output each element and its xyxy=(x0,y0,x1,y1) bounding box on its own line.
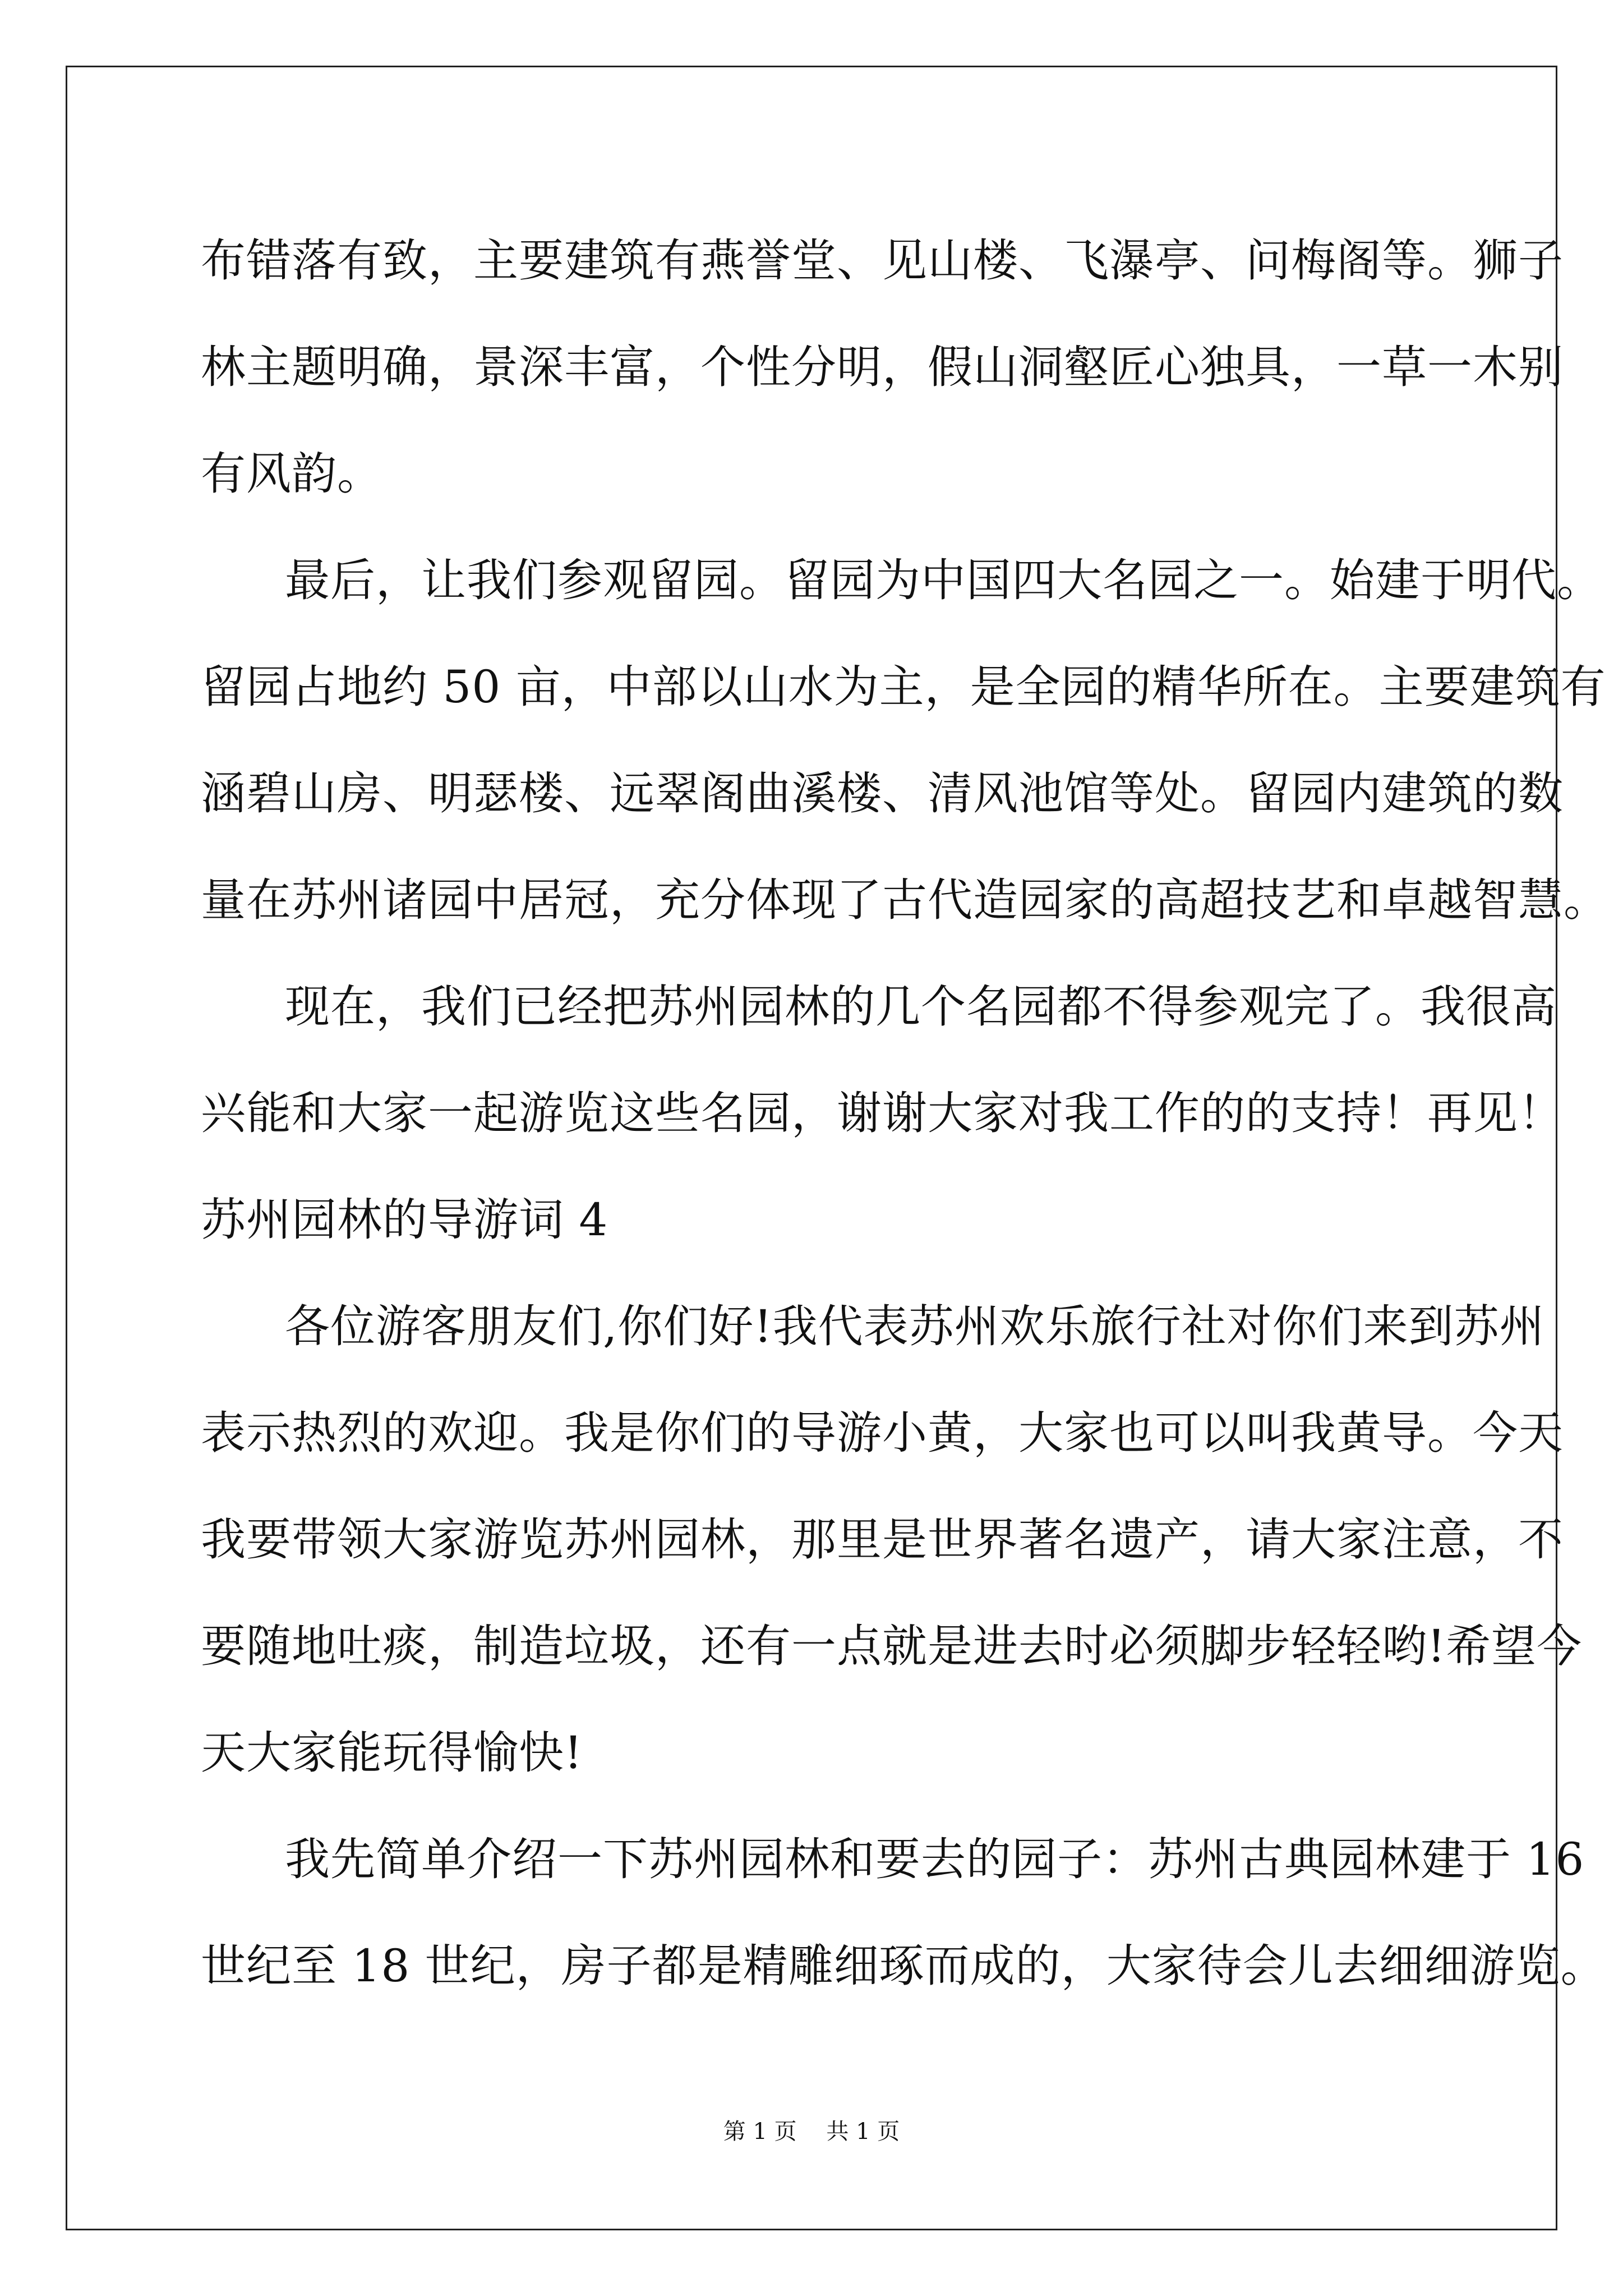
text-line: 世纪至 18 世纪，房子都是精雕细琢而成的，大家待会儿去细细游览。 xyxy=(201,1940,1606,1992)
paragraph-start-line: 现在，我们已经把苏州园林的几个名园都不得参观完了。我很高 xyxy=(285,981,1557,1033)
text-line: 布错落有致，主要建筑有燕誉堂、见山楼、飞瀑亭、问梅阁等。狮子 xyxy=(201,234,1564,287)
paragraph-start-line: 各位游客朋友们,你们好!我代表苏州欢乐旅行社对你们来到苏州 xyxy=(285,1300,1545,1352)
page-total: 共 1 页 xyxy=(826,2119,900,2145)
text-line: 我要带领大家游览苏州园林，那里是世界著名遗产，请大家注意，不 xyxy=(201,1513,1564,1566)
paragraph-start-line: 最后，让我们参观留园。留园为中国四大名园之一。始建于明代。 xyxy=(285,554,1602,606)
document-body xyxy=(201,208,1609,2019)
text-line: 表示热烈的欢迎。我是你们的导游小黄，大家也可以叫我黄导。今天 xyxy=(201,1407,1564,1459)
text-line: 天大家能玩得愉快! xyxy=(201,1727,583,1779)
text-line: 涵碧山房、明瑟楼、远翠阁曲溪楼、清风池馆等处。留园内建筑的数 xyxy=(201,767,1564,820)
text-line: 有风韵。 xyxy=(201,448,382,500)
paragraph-start-line: 我先简单介绍一下苏州园林和要去的园子：苏州古典园林建于 16 xyxy=(285,1833,1585,1885)
text-line: 量在苏州诸园中居冠，充分体现了古代造园家的高超技艺和卓越智慧。 xyxy=(201,874,1609,926)
page-number: 第 1 页 xyxy=(723,2119,797,2145)
text-line: 林主题明确，景深丰富，个性分明，假山洞壑匠心独具，一草一木别 xyxy=(201,341,1564,393)
text-line: 兴能和大家一起游览这些名园，谢谢大家对我工作的的支持！再见！ xyxy=(201,1087,1564,1139)
text-line: 要随地吐痰，制造垃圾，还有一点就是进去时必须脚步轻轻哟!希望今 xyxy=(201,1620,1583,1672)
section-heading: 苏州园林的导游词 4 xyxy=(201,1194,608,1246)
page-footer xyxy=(0,2115,1623,2148)
text-line: 留园占地约 50 亩，中部以山水为主，是全园的精华所在。主要建筑有 xyxy=(201,661,1606,713)
